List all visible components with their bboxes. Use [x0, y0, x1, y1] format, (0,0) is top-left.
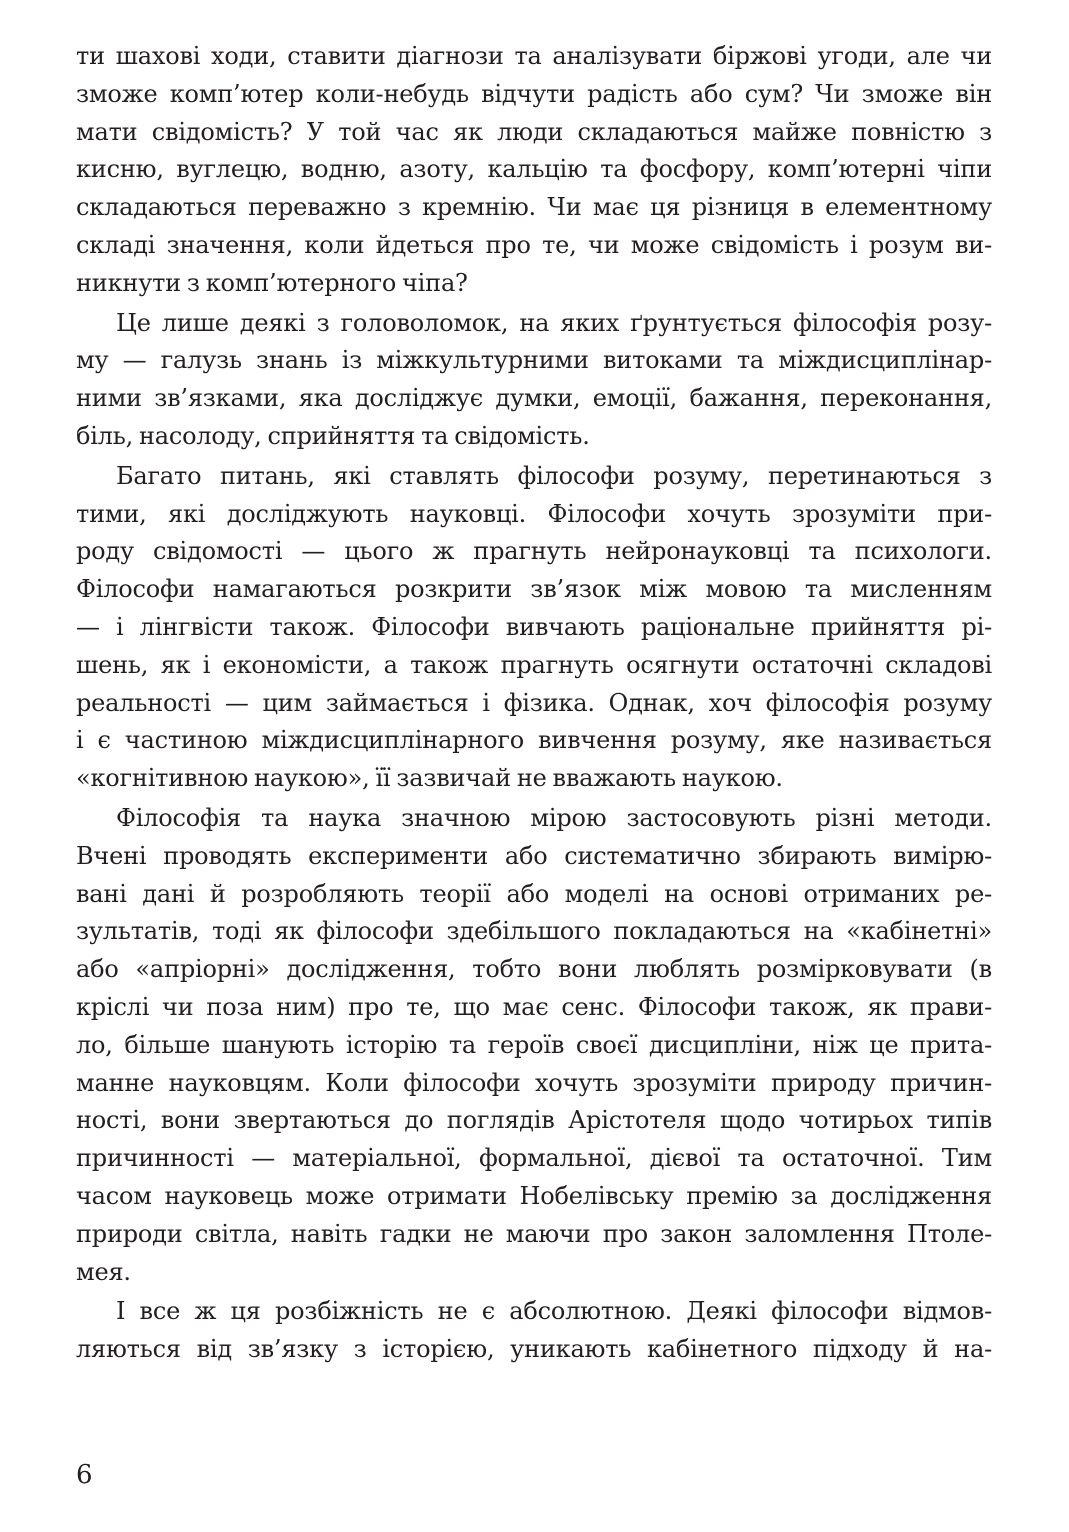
paragraph-5 — [76, 1293, 992, 1369]
text-line: мати свідомість? У той час як люди складаються майже повністю з — [76, 117, 992, 146]
text-line: біль, насолоду, сприйняття та свідомість. — [76, 421, 590, 450]
page-number: 6 — [76, 1460, 93, 1490]
text-line: Вчені проводять експерименти або систематично збирають вимірю- — [76, 841, 992, 870]
text-line: никнути з комп’ютерного чіпа? — [76, 268, 468, 297]
text-line: шень, як і економісти, а також прагнуть осягнути остаточні складові — [76, 650, 992, 679]
text-line: складаються переважно з кремнію. Чи має ця різниця в елементному — [76, 193, 992, 222]
text-line: Філософи намагаються розкрити зв’язок між мовою та мисленням — [76, 575, 992, 604]
text-line: манне науковцям. Коли філософи хочуть зрозуміти природу причин- — [76, 1068, 992, 1097]
text-line: ності, вони звертаються до поглядів Арістотеля щодо чотирьох типів — [76, 1106, 992, 1135]
paragraph-1 — [76, 38, 992, 303]
text-line: зможе комп’ютер коли-небудь відчути радість або сум? Чи зможе він — [76, 79, 992, 108]
text-line: часом науковець може отримати Нобелівську премію за дослідження — [76, 1181, 992, 1210]
text-line: вані дані й розробляють теорії або моделі на основі отриманих ре- — [76, 879, 992, 908]
paragraph-2 — [76, 305, 992, 456]
text-line: роду свідомості — цього ж прагнуть нейронауковці та психологи. — [76, 537, 992, 566]
text-line: — і лінгвісти також. Філософи вивчають раціональне прийняття рі- — [76, 612, 992, 641]
text-line: Багато питань, які ставлять філософи розуму, перетинаються з — [116, 461, 992, 490]
paragraph-3 — [76, 458, 992, 798]
text-line: мея. — [76, 1257, 131, 1286]
text-line: ляються від зв’язку з історією, уникають кабінетного підходу й на- — [76, 1335, 992, 1364]
text-line: Це лише деякі з головоломок, на яких ґрунтується філософія розу- — [116, 308, 992, 337]
text-line: Філософія та наука значною мірою застосовують різні методи. — [116, 803, 992, 832]
text-line: реальності — цим займається і фізика. Однак, хоч філософія розуму — [76, 688, 992, 717]
paragraph-4 — [76, 800, 992, 1291]
text-line: тими, які досліджують науковці. Філософи хочуть зрозуміти при- — [76, 499, 992, 528]
text-line: ти шахові ходи, ставити діагнози та аналізувати біржові угоди, але чи — [76, 42, 992, 70]
text-line: причинності — матеріальної, формальної, дієвої та остаточної. Тим — [76, 1144, 992, 1173]
text-line: І все ж ця розбіжність не є абсолютною. Деякі філософи відмов- — [116, 1297, 992, 1326]
text-line: і є частиною міждисциплінарного вивчення розуму, яке називається — [76, 726, 992, 755]
body-text — [76, 38, 992, 1369]
text-line: складі значення, коли йдеться про те, чи може свідомість і розум ви- — [76, 230, 992, 259]
text-line: ними зв’язками, яка досліджує думки, емоції, бажання, переконання, — [76, 384, 992, 413]
text-line: му — галузь знань із міжкультурними витоками та міждисциплінар- — [76, 346, 992, 375]
text-line: зультатів, тоді як філософи здебільшого покладаються на «кабінетні» — [76, 917, 992, 946]
text-line: кріслі чи поза ним) про те, що має сенс. Філософи також, як прави- — [76, 992, 992, 1021]
text-line: кисню, вуглецю, водню, азоту, кальцію та фосфору, комп’ютерні чіпи — [76, 155, 992, 184]
text-line: природи світла, навіть гадки не маючи про закон заломлення Птоле- — [76, 1219, 992, 1248]
text-line: ло, більше шанують історію та героїв своєї дисципліни, ніж це прита- — [76, 1030, 992, 1059]
text-line: «когнітивною наукою», її зазвичай не вважають наукою. — [76, 764, 783, 793]
text-line: або «апріорні» дослідження, тобто вони люблять розмірковувати (в — [76, 955, 992, 984]
